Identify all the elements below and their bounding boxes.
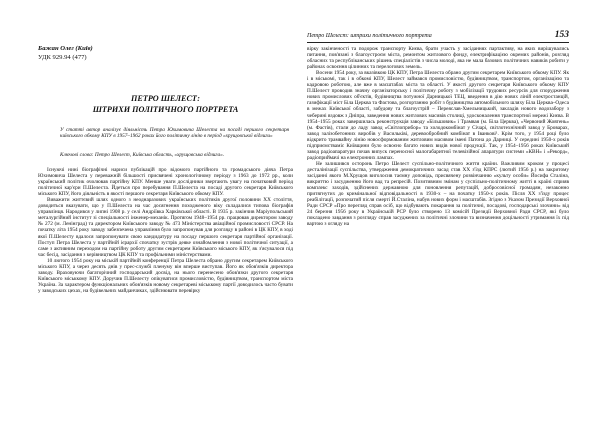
article-title-line-2: ШТРИХИ ПОЛІТИЧНОГО ПОРТРЕТА (92, 105, 239, 114)
article-title-line-1: ПЕТРО ШЕЛЕСТ: (131, 94, 200, 103)
running-head-title: Петро Шелест: штрихи політичного портрета (307, 33, 432, 39)
paragraph: Не залишився осторонь Петро Шелест суспільно-політичного життя країни. Важливим кроком у процесі десталінізації суспільства, утвердження демократичних засад став ХХ з'їзд КПРС (лютий 1956 р.) на закритому засіданні якого М.Хрущов виголосив таємну доповідь, присвячену розвінчанню «культу особи» Йосифа Сталіна, викриттю і засудженню його вад та репресій. Позитивним змінам у суспільно-політичному житті в країні сприяв комплекс заходів, здійснених державною для поновлення репутацій, добросовісної громадян, незаконно притягнутих до кримінальної відповідальності в 1930-х – на початку 1950-х років. Після ХХ з'їзду процес реабілітації, розпочатий після смерті Й.Сталіна, набув нових форм і масштабів. Згідно з Указом Президії Верховної Ради СРСР «Про перегляд справ осіб, що відбувають покарання за політичні, посадові, господарські злочини» від 24 березня 1956 року в Українській РСР було створено 13 комісій Президії Верховної Ради СРСР, які було покладено завдання з розгляду справ засуджених за політичні злочини та визначення доцільності утримання їх під вартою з огляду на (307, 160, 569, 228)
keywords: Ключові слова: Петро Шелест, Київська область, «хрущовська відлига». (60, 152, 225, 158)
udk-code: УДК 929.94 (477) (38, 54, 87, 61)
running-header (307, 30, 569, 43)
paragraph: 10 лютого 1954 року на міській партійній конференції Петра Шелеста обрано другим секретарем Київського міського КПУ, а через десять днів у прес-службі пленуму він вперше виступав. Його як обов'язків директора заводу. Враховуючи багаторічний господарський досвід, на нього перенесено обов'язки другого секретаря Київського міськкому КПУ. Доручив П.Шелесту опікуватися промисловістю, будівництвом, транспортом міста Україна. За характером функціональних обов'язків новому секретареві міськкому партії доводилось часто бувати у заводських цехах, на будівельних майданчиках, здійснювати перевірку (38, 257, 293, 294)
left-page (38, 0, 293, 428)
left-body (38, 167, 293, 294)
page-number: 153 (554, 30, 569, 40)
author-name: Бажан Олег (Київ) (38, 45, 93, 52)
right-page (307, 0, 569, 428)
right-body (307, 46, 569, 428)
paragraph: Виважити життєвий шлях одного з неоднаразових українських політиків другої половини ХХ століття, доводиться вказувати, що у П.Шелеста на час досягнення походженого віку складалися типова біографія управлінця. Народився у липні 1908 р. у селі Андріївка Харківської області. В 1935 р. закінчив Маріупольський металургійний інститут зі спеціальності інженер-механік. Протягом 1948–1954 рр. працював директором заводу № 272 (м. Ленінград) та директором Київського заводу № 473 Міністерства авіаційної промисловості СРСР. На початку літа 1954 року заводу забезпечена управління було запропонував для розгляду в районі в ЦК КПУ, в ході якої П.Шелесту вдалося запропонувати свою кандидатуру на посаду першого секретаря партійної організації. Поступ Петра Шелеста у партійній ієрархії спочатку зустрів деяке ознайомлення з нової політичної ситуації, а саме з активним переходом на партійну роботу другим секретарем Київського міського КПУ, як з'ясувалося під час бесід, засідання з керівництвом ЦК КПУ та профільними міністерствами. (38, 197, 293, 258)
paragraph: Існуючі нині біографічні нариси публікацій про відомого партійного та громадського діяча Петра Юхимовича Шелеста у переважній більшості присвячені хронологічному періоду з 1963 до 1972 рр., коли український політик очолював партійну КПУ. Менше уваги дослідники звертають увагу на початковий період політичної кар'єри П.Шелеста. Йдеться про перебування П.Шелеста на посаді другого секретаря Київського міського КПУ, його діяльність в якості першого секретаря Київського обкому КПУ. (38, 167, 293, 198)
paragraph: вірку закінченості та подорож транспорту Києва, брати участь у засіданнях партактиву, на яких вирішувались питання, пов'язані з благоустроєм міста, ремонтом житлового фонду, електрифікацією окремих районів, розгляд обласних та республіканських рішень спеціалістів з числа молоді, яка не мала базових політичних навиків робити у районах освоєння цілинних та перелогових земель. (307, 46, 569, 71)
paragraph: Восени 1954 року, за вказівкою ЦК КПУ, Петра Шелеста обрано другим секретарем Київського обкому КПУ. Як і в міськомі, так і в обкомі КПУ, Шелест займався промисловістю, будівництвом, транспортом, організацією та кадровою роботою, але вже в масштабах міста та області. У якості другого секретаря Київського обкому КПУ П.Шелест проводив значну організаторську і політичну роботу з мобілізації трудових ресурсів для спорудження нових промислових об'єктів, будівництва потужної Дарницької ТЕЦ, введення в дію нових ліній електростанцій, газифікації міст Біла Церква та Фастова, розгортанню робіт з будівництва автомобільного шляху Біла Церква–Одеса в межах Київської області, забудову та благоустрій – Переяслав-Хмельницький, закладів нового водозабору з чеберині вздовж з Дніпра, заведення нових житлових масивів столиці, удосконалення транспортної мережі Києва. В 1954–1955 роках завершилась реконструкція заводу «Більшовик» і Трамвая (м. Біла Церква), «Червоний Жовтень» (м. Фастів), стали до ладу завод «Світлоприбор» та холодокомбінат у Січарі, світлотехнічний завод у Броварах, завод залізобетонних виробів у Васильківі, деревообробний комбінат в Іванкові¹. Крім того, у 1954 році було відкрито трамвайну лінію новосформованим житловим масивом імені Патона до Дарниці. У середині 1950-х років підприємстваміс Київщини було освоєно багато нових видів нової продукції. Так, у 1954–1956 роках Київський завод радіоапаратури почав випуск переносної малогабаритної телевізійної апаратури системи «КВН» і «Рекорд», радіоприймачі на електронних лампах. (307, 70, 569, 161)
abstract: У статті автор аналізує діяльність Петра Юхимовича Шелеста на посаді першого секретаря київського обкому КПУ в 1957–1962 роках його політичну лінію в період «хрущовської відлиги» (60, 127, 289, 140)
